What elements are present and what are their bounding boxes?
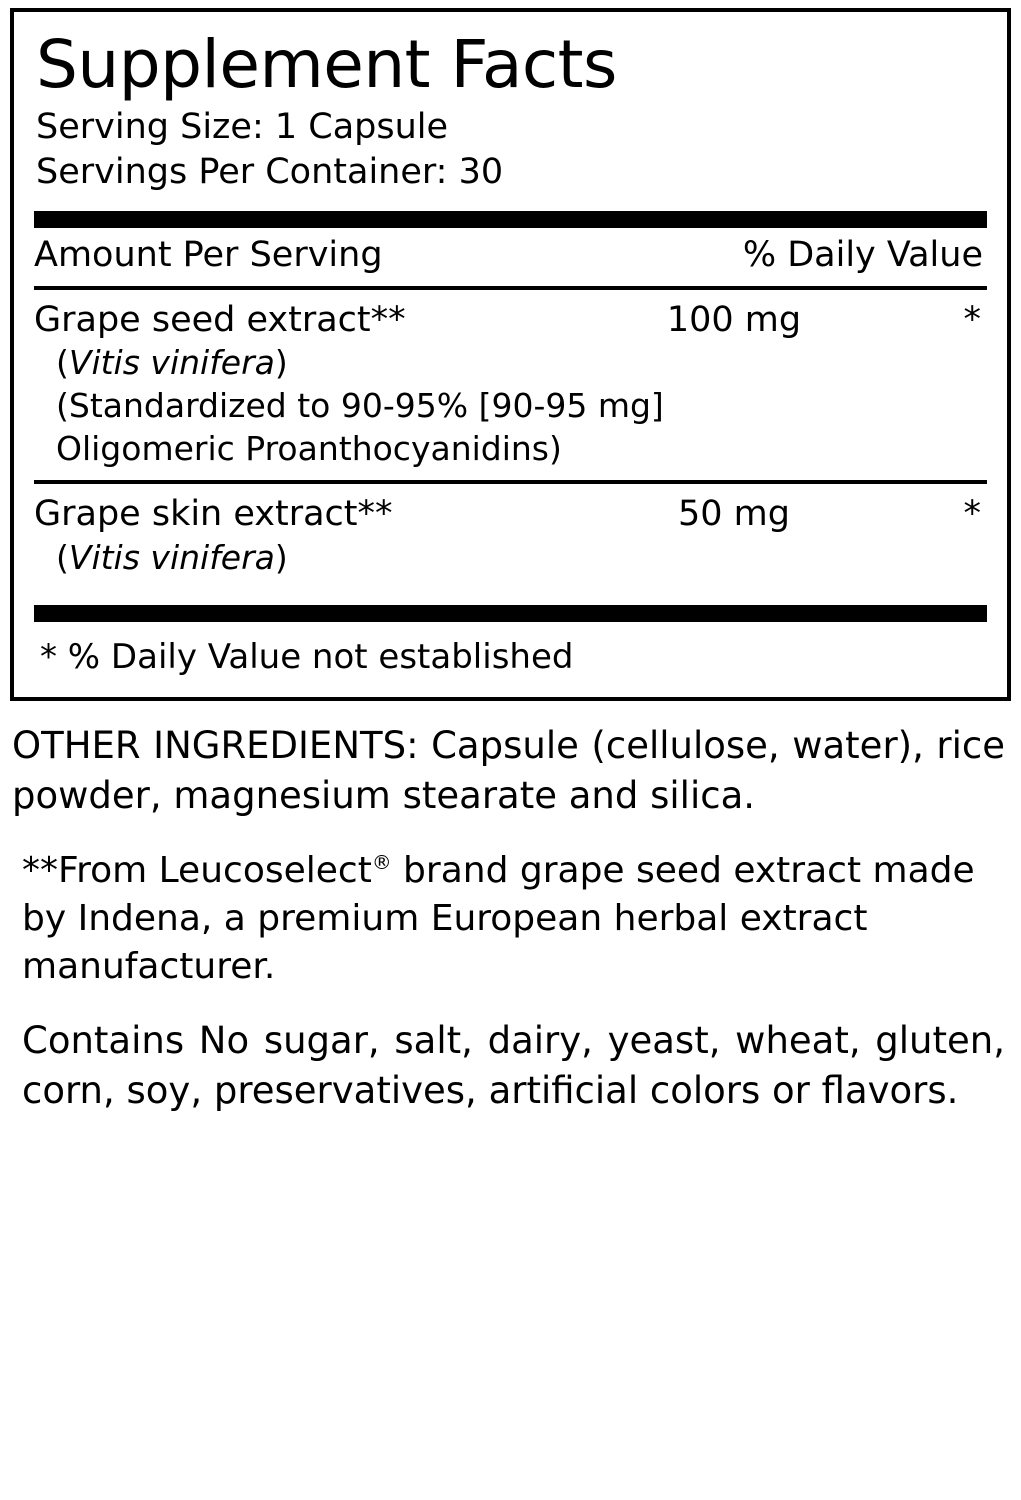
- daily-value-footnote: * % Daily Value not established: [40, 637, 574, 678]
- ingredient-subline: (Standardized to 90-95% [90-95 mg]: [56, 385, 664, 425]
- source-note-prefix: **From Leucoselect: [22, 849, 372, 891]
- ingredient-latin-name: Vitis vinifera: [68, 342, 275, 382]
- other-ingredients-text: OTHER INGREDIENTS: Capsule (cellulose, water), rice powder, magnesium stearate and silica.: [12, 723, 1005, 817]
- ingredient-subline: (Vitis vinifera): [56, 342, 288, 382]
- registered-trademark-icon: ®: [371, 850, 392, 874]
- ingredient-subline: Oligomeric Proanthocyanidins): [56, 428, 562, 468]
- ingredient-latin-name: Vitis vinifera: [68, 537, 275, 577]
- table-header-row: [34, 228, 987, 286]
- ingredient-daily-value: *: [963, 299, 981, 340]
- table-row: [34, 290, 987, 481]
- supplement-facts-panel: [10, 8, 1011, 701]
- ingredient-name: Grape seed extract**: [34, 299, 406, 340]
- contains-note-text: Contains No sugar, salt, dairy, yeast, wheat, gluten, corn, soy, preservatives, artificial colors or flavors.: [22, 1019, 1005, 1112]
- ingredient-subline: (Vitis vinifera): [56, 537, 288, 577]
- label-notes: [10, 701, 1011, 1116]
- source-note-suffix: brand grape seed extract made by Indena, a premium European herbal extract manufacturer.: [22, 849, 975, 987]
- ingredient-name: Grape skin extract**: [34, 494, 393, 535]
- ingredient-amount: 100 mg: [666, 299, 802, 340]
- source-note-text: [22, 847, 1005, 991]
- header-daily-value: % Daily Value: [742, 234, 983, 275]
- header-amount-per-serving: Amount Per Serving: [34, 234, 383, 275]
- ingredient-daily-value: *: [963, 494, 981, 535]
- divider-thick-bottom: [34, 605, 987, 622]
- table-row: [34, 484, 987, 589]
- panel-title: Supplement Facts: [36, 26, 617, 103]
- divider-thick-top: [34, 211, 987, 228]
- ingredient-amount: 50 mg: [678, 494, 790, 535]
- servings-per-container: Servings Per Container: 30: [36, 152, 504, 193]
- serving-size: Serving Size: 1 Capsule: [36, 107, 449, 148]
